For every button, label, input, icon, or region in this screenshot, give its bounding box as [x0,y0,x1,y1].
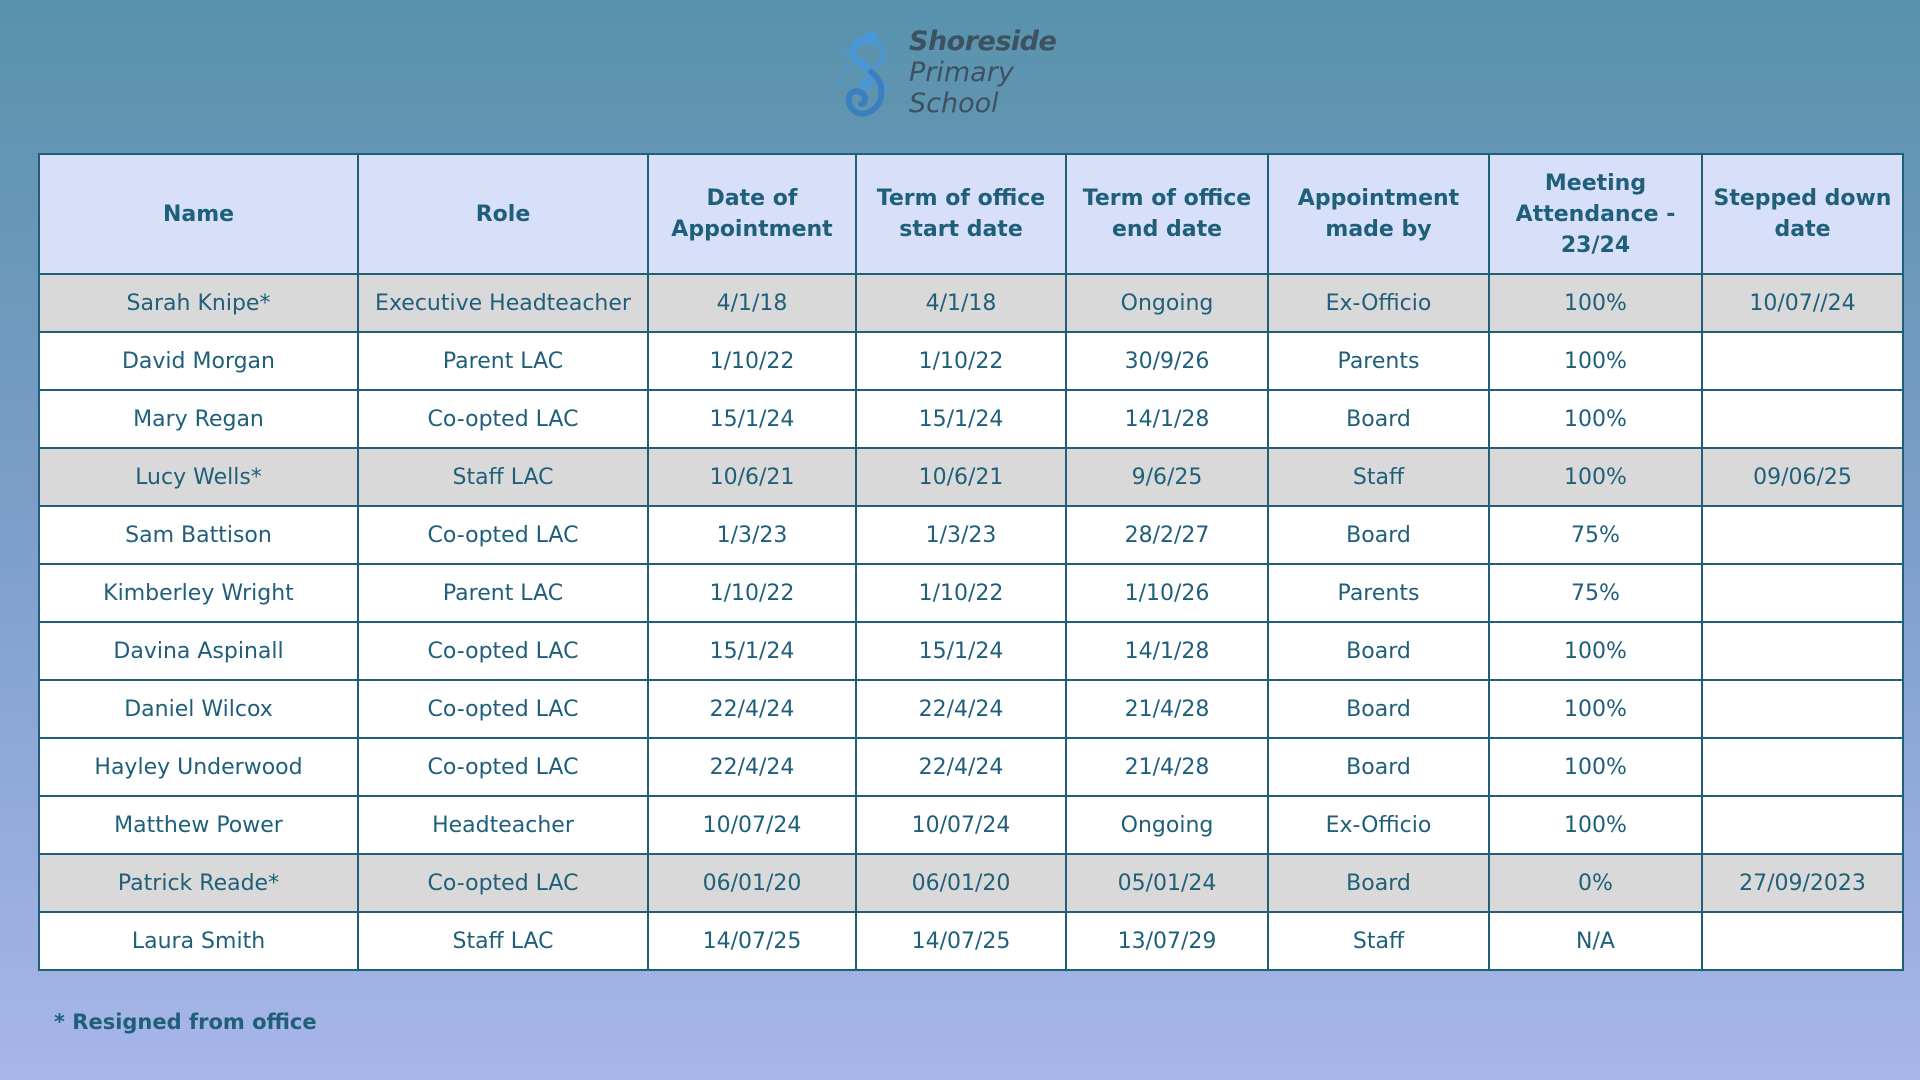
school-name [909,26,1056,119]
cell-role: Parent LAC [358,332,648,390]
cell-name: Laura Smith [39,912,358,970]
cell-meeting-attendance: 100% [1489,680,1702,738]
table-row [39,448,1903,506]
cell-date-of-appointment: 10/6/21 [648,448,856,506]
cell-appointment-made-by: Board [1268,506,1489,564]
cell-name: Patrick Reade* [39,854,358,912]
school-name-line-2: Primary [909,57,1014,88]
cell-appointment-made-by: Staff [1268,912,1489,970]
cell-name: Sam Battison [39,506,358,564]
cell-appointment-made-by: Board [1268,680,1489,738]
cell-appointment-made-by: Parents [1268,332,1489,390]
cell-term-start: 15/1/24 [856,622,1066,680]
cell-name: Davina Aspinall [39,622,358,680]
cell-date-of-appointment: 22/4/24 [648,738,856,796]
cell-name: Daniel Wilcox [39,680,358,738]
table-row [39,564,1903,622]
cell-appointment-made-by: Staff [1268,448,1489,506]
cell-term-end: 21/4/28 [1066,738,1268,796]
cell-meeting-attendance: 100% [1489,448,1702,506]
cell-name: David Morgan [39,332,358,390]
cell-name: Lucy Wells* [39,448,358,506]
cell-meeting-attendance: N/A [1489,912,1702,970]
cell-term-start: 1/10/22 [856,564,1066,622]
cell-term-start: 22/4/24 [856,738,1066,796]
cell-role: Headteacher [358,796,648,854]
cell-date-of-appointment: 15/1/24 [648,390,856,448]
column-header-appointment-made-by: Appointment made by [1268,154,1489,274]
seahorse-icon [835,28,899,124]
cell-stepped-down-date [1702,506,1903,564]
school-name-line-1: Shoreside [909,26,1057,57]
school-name-line-3: School [909,88,999,119]
cell-term-end: 21/4/28 [1066,680,1268,738]
cell-stepped-down-date [1702,738,1903,796]
cell-term-start: 22/4/24 [856,680,1066,738]
cell-date-of-appointment: 1/10/22 [648,332,856,390]
school-logo [835,26,1057,126]
cell-meeting-attendance: 100% [1489,274,1702,332]
footnote: * Resigned from office [54,1010,317,1034]
cell-stepped-down-date [1702,332,1903,390]
table-row [39,680,1903,738]
cell-date-of-appointment: 06/01/20 [648,854,856,912]
cell-appointment-made-by: Board [1268,854,1489,912]
cell-name: Kimberley Wright [39,564,358,622]
cell-name: Mary Regan [39,390,358,448]
cell-meeting-attendance: 75% [1489,506,1702,564]
governors-table [38,153,1904,971]
cell-term-end: 1/10/26 [1066,564,1268,622]
cell-appointment-made-by: Parents [1268,564,1489,622]
cell-appointment-made-by: Ex-Officio [1268,274,1489,332]
cell-meeting-attendance: 100% [1489,390,1702,448]
cell-role: Executive Headteacher [358,274,648,332]
cell-stepped-down-date [1702,622,1903,680]
cell-date-of-appointment: 15/1/24 [648,622,856,680]
column-header-date-of-appointment: Date of Appointment [648,154,856,274]
cell-stepped-down-date [1702,680,1903,738]
cell-role: Parent LAC [358,564,648,622]
cell-appointment-made-by: Ex-Officio [1268,796,1489,854]
cell-role: Co-opted LAC [358,622,648,680]
table-row [39,796,1903,854]
cell-name: Sarah Knipe* [39,274,358,332]
cell-stepped-down-date: 27/09/2023 [1702,854,1903,912]
cell-role: Staff LAC [358,912,648,970]
cell-meeting-attendance: 75% [1489,564,1702,622]
cell-meeting-attendance: 100% [1489,332,1702,390]
cell-term-start: 15/1/24 [856,390,1066,448]
cell-stepped-down-date [1702,564,1903,622]
table-body [39,274,1903,970]
cell-term-end: Ongoing [1066,274,1268,332]
cell-stepped-down-date [1702,912,1903,970]
cell-appointment-made-by: Board [1268,622,1489,680]
cell-stepped-down-date: 10/07//24 [1702,274,1903,332]
table-row [39,854,1903,912]
cell-role: Co-opted LAC [358,854,648,912]
column-header-meeting-attendance: Meeting Attendance - 23/24 [1489,154,1702,274]
cell-date-of-appointment: 1/3/23 [648,506,856,564]
cell-date-of-appointment: 14/07/25 [648,912,856,970]
column-header-term-end: Term of office end date [1066,154,1268,274]
cell-term-start: 10/6/21 [856,448,1066,506]
cell-term-end: 28/2/27 [1066,506,1268,564]
table-row [39,274,1903,332]
cell-term-end: 05/01/24 [1066,854,1268,912]
column-header-stepped-down-date: Stepped down date [1702,154,1903,274]
cell-term-start: 1/10/22 [856,332,1066,390]
table-header-row [39,154,1903,274]
cell-term-end: 9/6/25 [1066,448,1268,506]
cell-meeting-attendance: 0% [1489,854,1702,912]
cell-role: Co-opted LAC [358,390,648,448]
cell-stepped-down-date [1702,390,1903,448]
table-row [39,912,1903,970]
table-row [39,390,1903,448]
cell-term-end: Ongoing [1066,796,1268,854]
cell-role: Co-opted LAC [358,506,648,564]
cell-term-end: 13/07/29 [1066,912,1268,970]
column-header-name: Name [39,154,358,274]
table-row [39,738,1903,796]
cell-meeting-attendance: 100% [1489,738,1702,796]
cell-role: Co-opted LAC [358,738,648,796]
cell-appointment-made-by: Board [1268,390,1489,448]
cell-appointment-made-by: Board [1268,738,1489,796]
cell-term-start: 1/3/23 [856,506,1066,564]
cell-date-of-appointment: 1/10/22 [648,564,856,622]
cell-term-end: 30/9/26 [1066,332,1268,390]
cell-stepped-down-date [1702,796,1903,854]
cell-term-start: 4/1/18 [856,274,1066,332]
cell-term-start: 06/01/20 [856,854,1066,912]
cell-term-start: 14/07/25 [856,912,1066,970]
cell-meeting-attendance: 100% [1489,796,1702,854]
cell-date-of-appointment: 4/1/18 [648,274,856,332]
column-header-term-start: Term of office start date [856,154,1066,274]
cell-stepped-down-date: 09/06/25 [1702,448,1903,506]
cell-term-start: 10/07/24 [856,796,1066,854]
cell-role: Staff LAC [358,448,648,506]
cell-term-end: 14/1/28 [1066,622,1268,680]
table-row [39,622,1903,680]
cell-date-of-appointment: 22/4/24 [648,680,856,738]
cell-name: Matthew Power [39,796,358,854]
cell-role: Co-opted LAC [358,680,648,738]
cell-name: Hayley Underwood [39,738,358,796]
table-row [39,332,1903,390]
column-header-role: Role [358,154,648,274]
cell-meeting-attendance: 100% [1489,622,1702,680]
table-row [39,506,1903,564]
cell-date-of-appointment: 10/07/24 [648,796,856,854]
cell-term-end: 14/1/28 [1066,390,1268,448]
